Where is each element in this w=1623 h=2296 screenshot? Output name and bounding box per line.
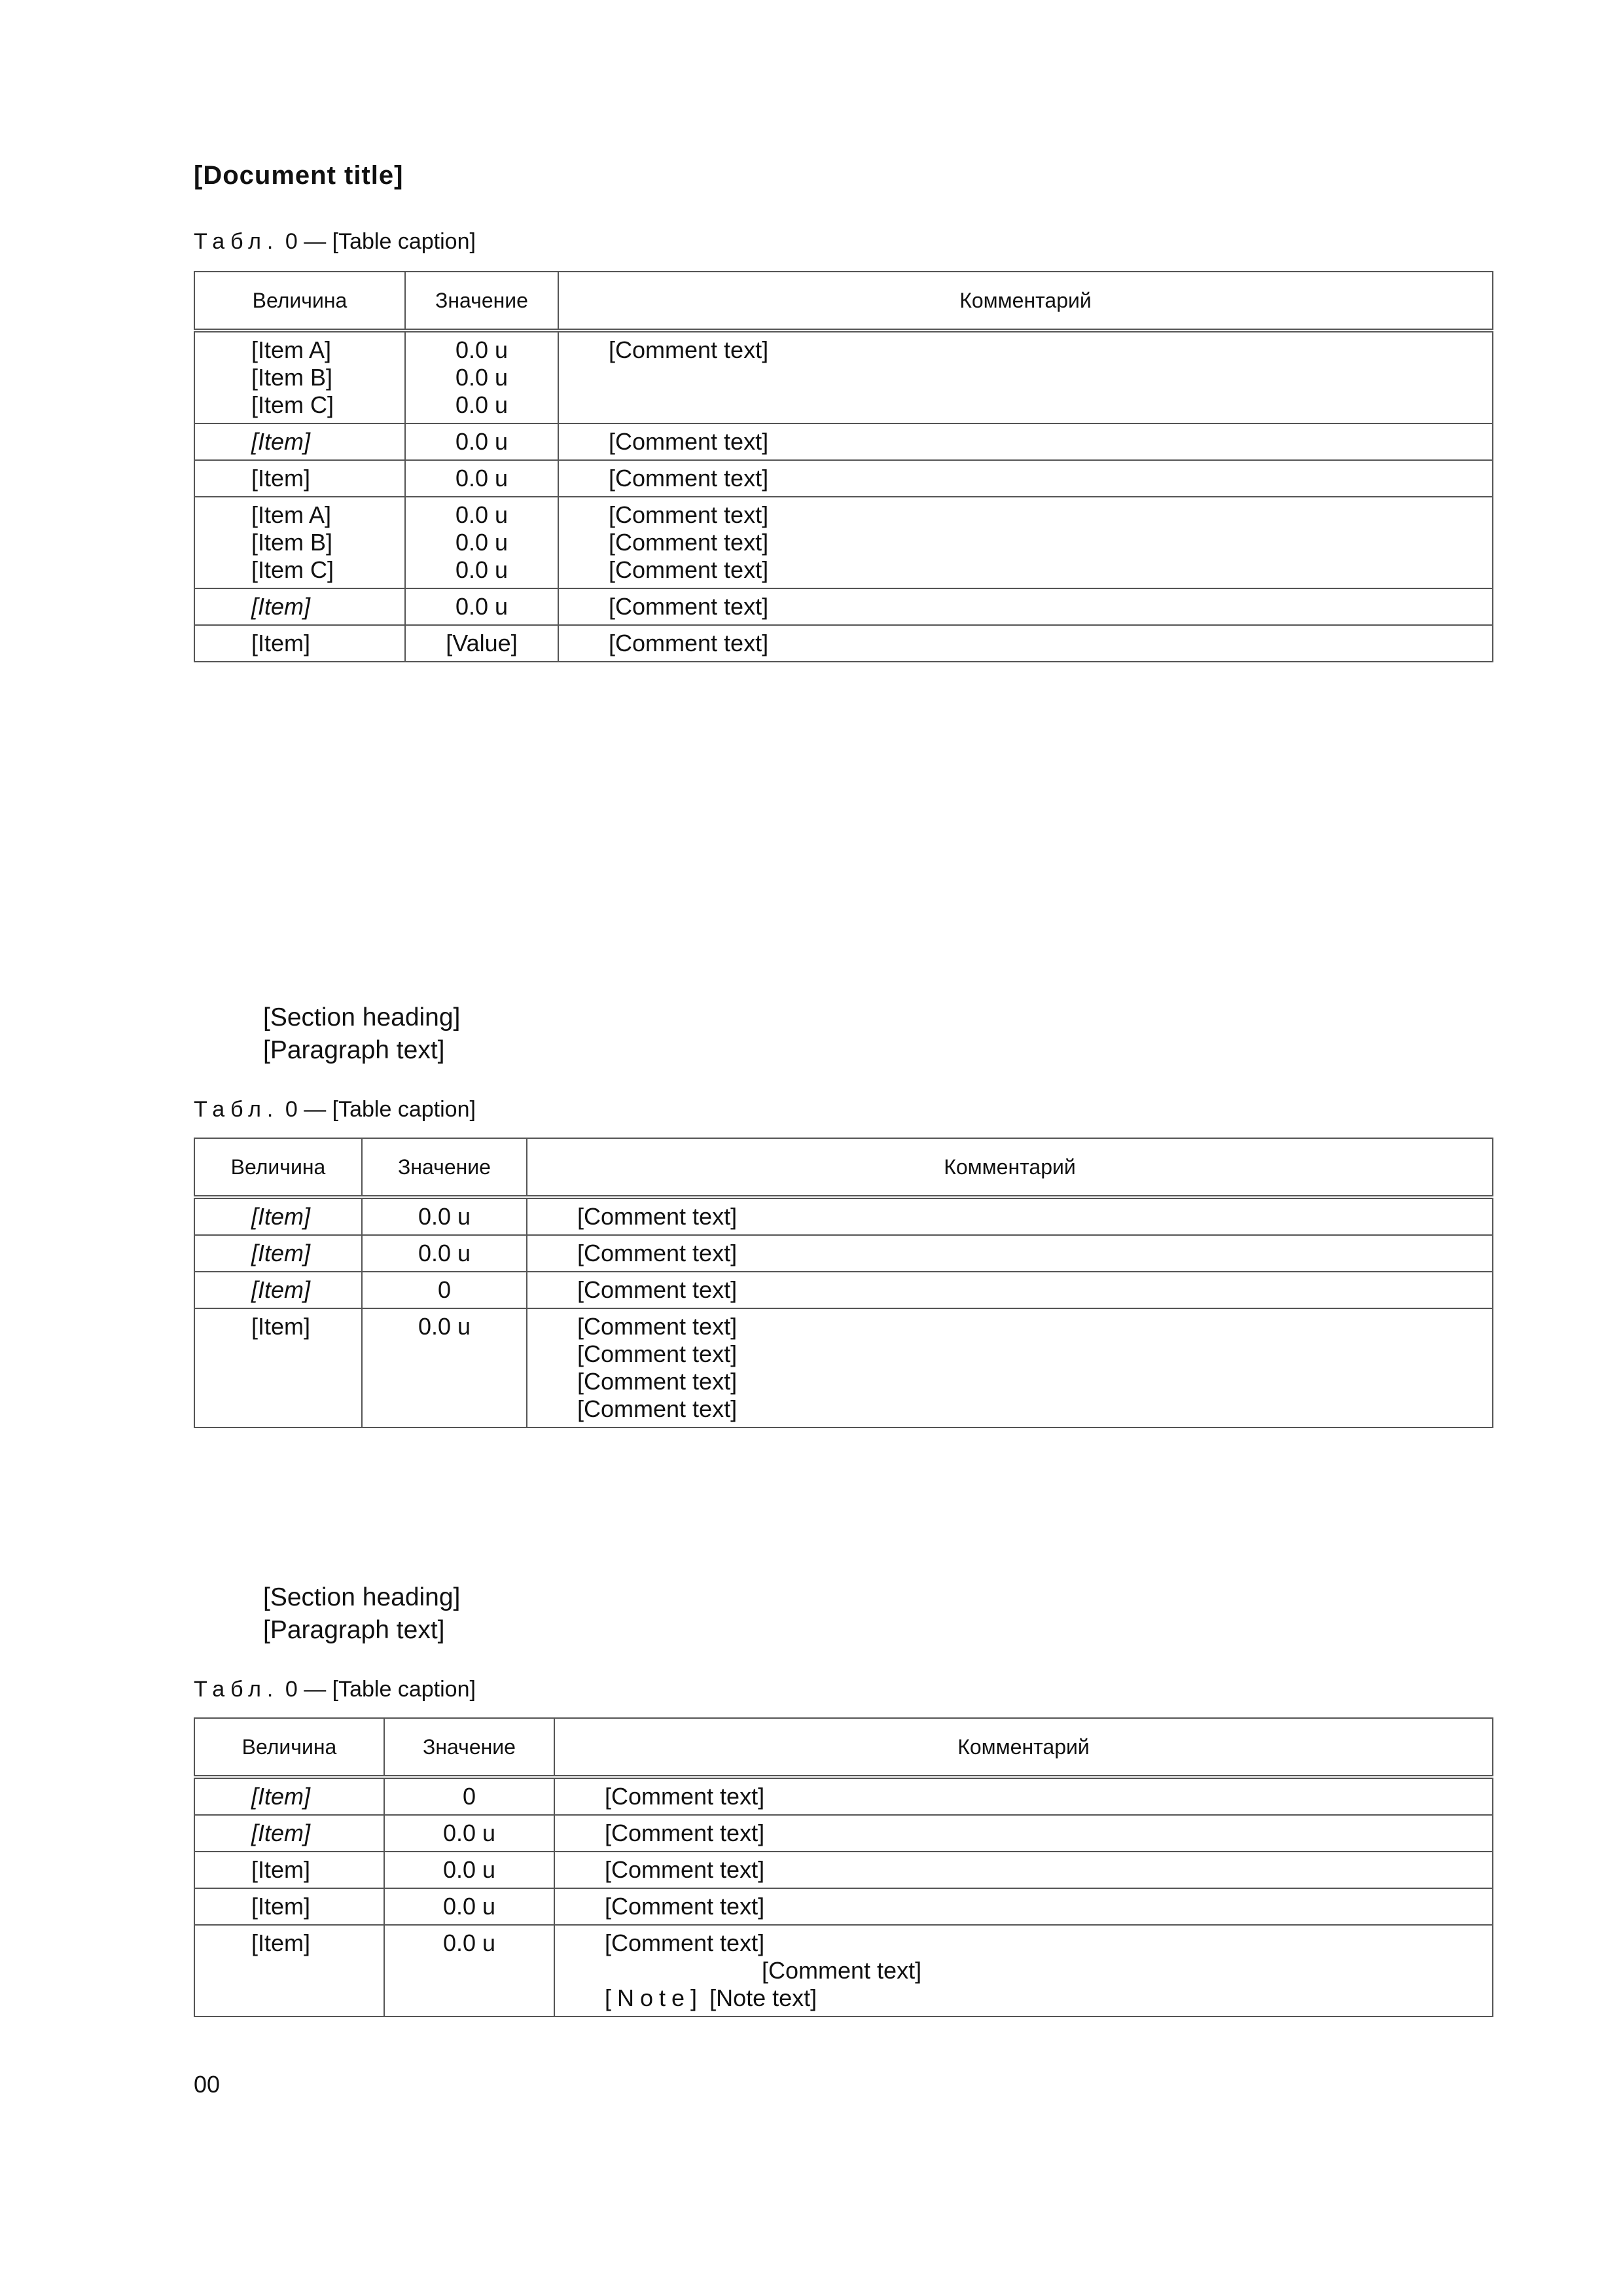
value-cell — [405, 331, 558, 423]
comment-text: [Comment text] — [577, 1276, 738, 1303]
table-row — [194, 1197, 1493, 1235]
table-row — [194, 1852, 1493, 1888]
comment-cell — [558, 460, 1493, 497]
quantity-line: [Item A] — [251, 336, 332, 363]
value-cell — [405, 423, 558, 460]
comment-text: [Comment text] — [609, 465, 769, 492]
quantity-cell — [194, 497, 405, 588]
value-cell — [384, 1852, 554, 1888]
comment-text: [Comment text] — [577, 1395, 738, 1422]
document-header: [Document title] — [194, 161, 404, 190]
value-line: 0.0 u — [455, 391, 508, 418]
quantity-cell — [194, 331, 405, 423]
table-row — [194, 1888, 1493, 1925]
value-cell — [362, 1308, 527, 1427]
quantity-line: [Item B] — [251, 364, 333, 391]
comment-cell — [558, 331, 1493, 423]
comment-text: [Comment text] — [605, 1929, 765, 1956]
page-number: 00 — [194, 2071, 221, 2098]
column-header: Значение — [405, 272, 558, 331]
value-text: 0.0 u — [442, 1929, 496, 1956]
table-label: Табл. — [194, 1097, 279, 1122]
table-row — [194, 1925, 1493, 2017]
quantity-cell — [194, 1815, 384, 1852]
table-header-row — [194, 1138, 1493, 1197]
comment-text: [Comment text] — [762, 1957, 922, 1984]
value-line: 0.0 u — [455, 336, 508, 363]
quantity-text: [Item] — [251, 1820, 311, 1846]
table-row — [194, 1235, 1493, 1272]
quantity-cell — [194, 423, 405, 460]
column-header: Величина — [194, 1718, 384, 1777]
quantity-line: [Item C] — [251, 391, 334, 418]
value-line: 0.0 u — [455, 364, 508, 391]
quantity-text: [Item] — [251, 1856, 311, 1883]
table-row — [194, 1815, 1493, 1852]
table-title: — [Table caption] — [304, 1097, 476, 1122]
value-cell — [405, 588, 558, 625]
column-header: Величина — [194, 272, 405, 331]
quantity-cell — [194, 1888, 384, 1925]
quantity-line: [Item B] — [251, 529, 333, 556]
section-heading: [Section heading] — [263, 1583, 461, 1611]
table-number: 0 — [285, 229, 298, 254]
column-header: Комментарий — [554, 1718, 1493, 1777]
table-20 — [194, 1717, 1493, 2017]
comment-cell — [554, 1888, 1493, 1925]
section-paragraph — [194, 1581, 1496, 1647]
comment-cell — [558, 497, 1493, 588]
quantity-line: [Item] — [251, 630, 311, 656]
comment-text: [Comment text] — [605, 1820, 765, 1846]
value-text: 0.0 u — [418, 1240, 471, 1266]
quantity-line: [Item] — [251, 428, 311, 455]
quantity-cell — [194, 1308, 362, 1427]
table-row — [194, 331, 1493, 423]
quantity-cell — [194, 1852, 384, 1888]
table-19-caption — [194, 1097, 476, 1122]
table-row — [194, 497, 1493, 588]
table-18 — [194, 271, 1493, 662]
quantity-line: [Item A] — [251, 501, 332, 528]
comment-text: [Comment text] — [609, 529, 769, 556]
column-header: Величина — [194, 1138, 362, 1197]
value-line: [Value] — [446, 630, 518, 656]
table-row — [194, 588, 1493, 625]
value-line: 0.0 u — [455, 428, 508, 455]
value-cell — [362, 1272, 527, 1308]
quantity-text: [Item] — [251, 1893, 311, 1920]
comment-cell — [558, 423, 1493, 460]
quantity-cell — [194, 460, 405, 497]
quantity-line: [Item C] — [251, 556, 334, 583]
column-header: Комментарий — [558, 272, 1493, 331]
comment-text: [Comment text] — [609, 630, 769, 656]
quantity-cell — [194, 1197, 362, 1235]
quantity-text: [Item] — [251, 1276, 311, 1303]
value-text: 0.0 u — [418, 1313, 471, 1340]
value-cell — [362, 1197, 527, 1235]
column-header: Значение — [384, 1718, 554, 1777]
comment-text: [Comment text] — [577, 1313, 738, 1340]
comment-text: [Comment text] — [609, 428, 769, 455]
value-text: 0 — [437, 1276, 452, 1303]
table-row — [194, 1272, 1493, 1308]
quantity-cell — [194, 1925, 384, 2017]
comment-cell — [558, 588, 1493, 625]
comment-cell — [527, 1308, 1493, 1427]
table-header-row — [194, 1718, 1493, 1777]
column-header: Комментарий — [527, 1138, 1493, 1197]
quantity-line: [Item] — [251, 593, 311, 620]
table-title: — [Table caption] — [304, 1677, 476, 1702]
comment-cell — [527, 1272, 1493, 1308]
column-header: Значение — [362, 1138, 527, 1197]
table-label: Табл. — [194, 1677, 279, 1702]
value-cell — [384, 1888, 554, 1925]
table-number: 0 — [285, 1097, 298, 1122]
comment-text: [Comment text] — [577, 1340, 738, 1367]
comment-text: [Comment text] — [605, 1856, 765, 1883]
comment-cell — [554, 1777, 1493, 1815]
quantity-cell — [194, 1777, 384, 1815]
value-cell — [405, 497, 558, 588]
quantity-text: [Item] — [251, 1783, 311, 1810]
table-header-row — [194, 272, 1493, 331]
value-text: 0.0 u — [442, 1893, 496, 1920]
table-row — [194, 625, 1493, 662]
comment-text: [Comment text] — [609, 501, 769, 528]
comment-text: [Comment text] — [577, 1240, 738, 1266]
value-text: 0.0 u — [442, 1856, 496, 1883]
value-cell — [384, 1925, 554, 2017]
section-text: [Paragraph text] — [263, 1036, 445, 1064]
comment-text: [Comment text] — [609, 336, 769, 363]
table-row — [194, 1777, 1493, 1815]
value-text: 0.0 u — [442, 1820, 496, 1846]
comment-text: [Comment text] — [609, 556, 769, 583]
comment-cell — [527, 1197, 1493, 1235]
quantity-text: [Item] — [251, 1203, 311, 1230]
value-line: 0.0 u — [455, 529, 508, 556]
table-title: — [Table caption] — [304, 229, 476, 254]
quantity-cell — [194, 1272, 362, 1308]
table-20-caption — [194, 1677, 476, 1702]
quantity-cell — [194, 1235, 362, 1272]
table-number: 0 — [285, 1677, 298, 1702]
value-cell — [405, 460, 558, 497]
section-text: [Paragraph text] — [263, 1616, 445, 1644]
note-label: [Note] — [605, 1984, 704, 2011]
value-cell — [362, 1235, 527, 1272]
comment-text: [Comment text] — [605, 1893, 765, 1920]
section-paragraph — [194, 1001, 1496, 1067]
table-18-caption — [194, 229, 476, 255]
comment-text: [Comment text] — [605, 1783, 765, 1810]
value-line: 0.0 u — [455, 556, 508, 583]
comment-cell — [554, 1925, 1493, 2017]
table-label: Табл. — [194, 229, 279, 254]
comment-cell — [554, 1815, 1493, 1852]
section-heading: [Section heading] — [263, 1003, 461, 1031]
comment-cell — [554, 1852, 1493, 1888]
quantity-cell — [194, 625, 405, 662]
table-19 — [194, 1138, 1493, 1428]
quantity-text: [Item] — [251, 1240, 311, 1266]
note-text: [Note text] — [709, 1984, 817, 2011]
quantity-line: [Item] — [251, 465, 311, 492]
value-cell — [384, 1815, 554, 1852]
value-text: 0 — [462, 1783, 476, 1810]
value-cell — [405, 625, 558, 662]
table-row — [194, 460, 1493, 497]
value-line: 0.0 u — [455, 501, 508, 528]
quantity-cell — [194, 588, 405, 625]
value-text: 0.0 u — [418, 1203, 471, 1230]
comment-text: [Comment text] — [577, 1368, 738, 1395]
value-line: 0.0 u — [455, 593, 508, 620]
table-row — [194, 1308, 1493, 1427]
table-row — [194, 423, 1493, 460]
quantity-text: [Item] — [251, 1313, 311, 1340]
comment-text: [Comment text] — [609, 593, 769, 620]
comment-cell — [558, 625, 1493, 662]
value-line: 0.0 u — [455, 465, 508, 492]
comment-cell — [527, 1235, 1493, 1272]
comment-text: [Comment text] — [577, 1203, 738, 1230]
note-line — [565, 1984, 1482, 2012]
value-cell — [384, 1777, 554, 1815]
quantity-text: [Item] — [251, 1929, 311, 1956]
